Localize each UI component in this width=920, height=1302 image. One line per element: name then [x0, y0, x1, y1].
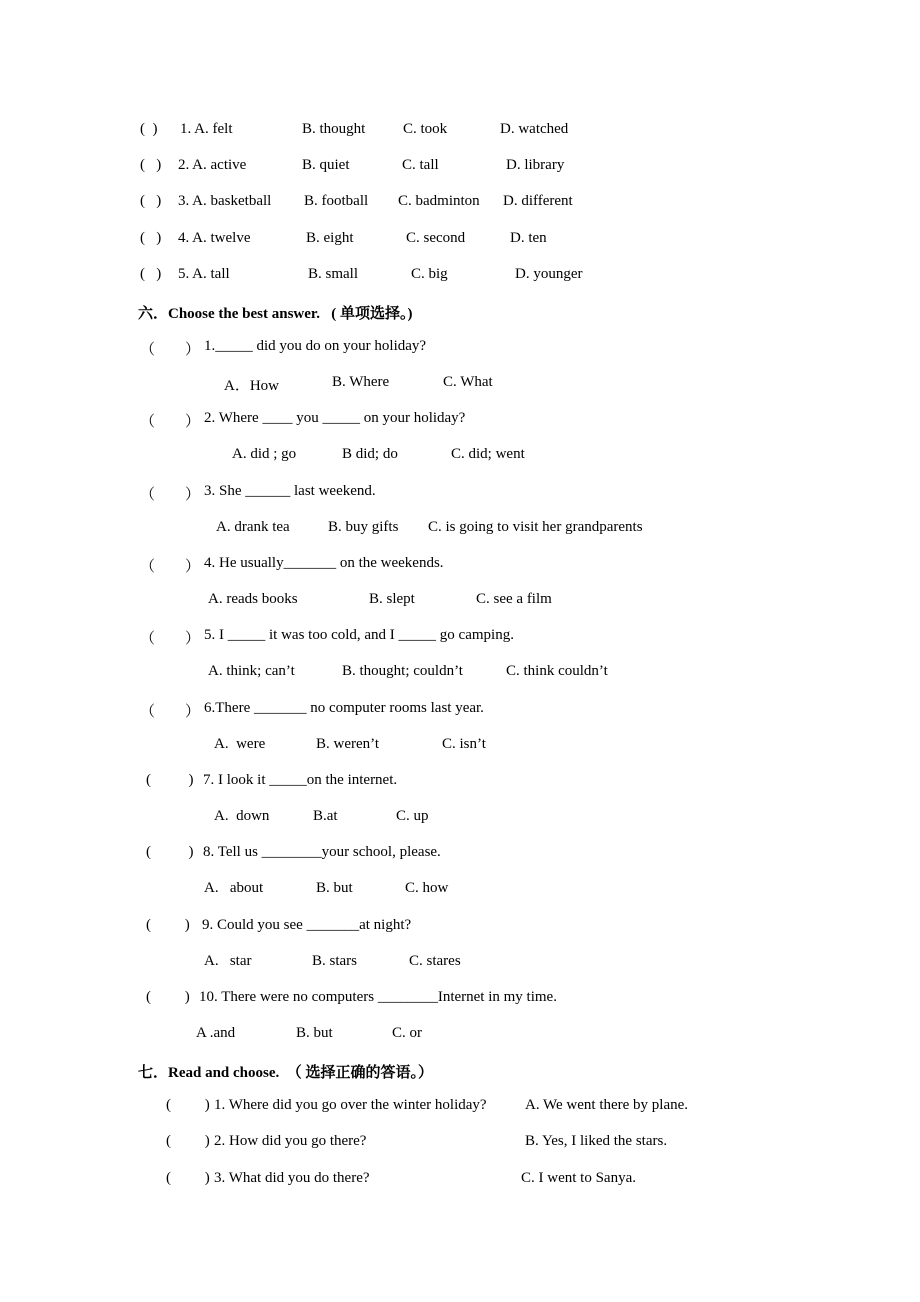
option-a: 1. A. felt — [180, 121, 233, 137]
option-a: A. think; can’t — [208, 663, 295, 679]
answer-blank[interactable]: ( ) — [166, 1133, 210, 1149]
option-d: D. different — [503, 193, 573, 209]
option-b: B. Where — [332, 374, 390, 390]
option-c: C. is going to visit her grandparents — [428, 519, 643, 535]
option-c: C. did; went — [451, 446, 525, 462]
option-b: B. eight — [306, 230, 354, 246]
answer-blank[interactable]: ( ) — [146, 989, 190, 1005]
question-text: 6.There _______ no computer rooms last year. — [204, 700, 484, 716]
option-b: B. small — [308, 266, 359, 282]
question-text: 2. How did you go there? — [214, 1133, 367, 1149]
option-a: 3. A. basketball — [178, 193, 272, 209]
option-b: B.at — [313, 808, 338, 824]
option-a: A. star — [204, 953, 252, 969]
option-b: B. but — [296, 1025, 333, 1041]
answer-blank[interactable]: ( ) — [166, 1097, 210, 1113]
question-text: 9. Could you see _______at night? — [202, 917, 412, 933]
answer-blank[interactable]: ( ) — [166, 1170, 210, 1186]
answer-blank[interactable]: ( ) — [140, 266, 162, 282]
option-b: B. thought — [302, 121, 366, 137]
option-c: C. badminton — [398, 193, 480, 209]
option-a: A．How — [224, 378, 279, 394]
answer-blank[interactable]: ( ) — [146, 772, 194, 788]
option-a: A .and — [196, 1025, 236, 1041]
question-text: 1._____ did you do on your holiday? — [204, 338, 427, 354]
option-b: B. buy gifts — [328, 519, 399, 535]
question-text: 3. She ______ last weekend. — [204, 483, 376, 499]
answer-blank[interactable]: ( ) — [140, 193, 162, 209]
answer-blank[interactable]: ( ) — [146, 917, 190, 933]
question-text: 4. He usually_______ on the weekends. — [204, 555, 444, 571]
option-a: 2. A. active — [178, 157, 247, 173]
question-text: 7. I look it _____on the internet. — [203, 772, 398, 788]
option-a: 4. A. twelve — [178, 230, 251, 246]
option-c: C. or — [392, 1025, 422, 1041]
option-c: C. stares — [409, 953, 461, 969]
option-d: D. younger — [515, 266, 583, 282]
answer-blank[interactable]: （ ） — [140, 559, 201, 575]
answer-option: C. I went to Sanya. — [521, 1170, 636, 1186]
option-c: C. tall — [402, 157, 439, 173]
question-text: 8. Tell us ________your school, please. — [203, 844, 441, 860]
question-text: 1. Where did you go over the winter holiday? — [214, 1097, 487, 1113]
option-c: C. think couldn’t — [506, 663, 608, 679]
answer-blank[interactable]: ( ) — [146, 844, 194, 860]
section-heading-6: 六．Choose the best answer. ( 单项选择。) — [138, 306, 413, 322]
question-text: 2. Where ____ you _____ on your holiday? — [204, 410, 466, 426]
answer-blank[interactable]: （ ） — [140, 487, 201, 503]
option-b: B did; do — [342, 446, 398, 462]
option-b: B. quiet — [302, 157, 350, 173]
option-a: 5. A. tall — [178, 266, 230, 282]
option-c: C. how — [405, 880, 449, 896]
option-b: B. thought; couldn’t — [342, 663, 463, 679]
option-c: C. see a film — [476, 591, 552, 607]
option-c: C. up — [396, 808, 429, 824]
option-c: C. second — [406, 230, 466, 246]
option-b: B. but — [316, 880, 353, 896]
option-c: C. big — [411, 266, 448, 282]
answer-option: B. Yes, I liked the stars. — [525, 1133, 668, 1149]
question-text: 5. I _____ it was too cold, and I _____ go camping. — [204, 627, 514, 643]
answer-blank[interactable]: ( ) — [140, 121, 158, 137]
question-text: 3. What did you do there? — [214, 1170, 370, 1186]
answer-blank[interactable]: （ ） — [140, 704, 201, 720]
option-d: D. watched — [500, 121, 569, 137]
answer-blank[interactable]: （ ） — [140, 414, 201, 430]
answer-blank[interactable]: ( ) — [140, 157, 162, 173]
section-heading-7: 七．Read and choose. （ 选择正确的答语。） — [138, 1065, 434, 1081]
answer-blank[interactable]: （ ） — [140, 631, 201, 647]
option-a: A. drank tea — [216, 519, 290, 535]
option-b: B. slept — [369, 591, 415, 607]
option-c: C. What — [443, 374, 493, 390]
option-a: A. about — [204, 880, 264, 896]
option-a: A. did ; go — [232, 446, 297, 462]
option-a: A. were — [214, 736, 266, 752]
option-d: D. library — [506, 157, 565, 173]
option-c: C. isn’t — [442, 736, 486, 752]
option-d: D. ten — [510, 230, 547, 246]
answer-option: A. We went there by plane. — [525, 1097, 689, 1113]
option-c: C. took — [403, 121, 448, 137]
answer-blank[interactable]: （ ） — [140, 342, 201, 358]
option-a: A. reads books — [208, 591, 298, 607]
option-b: B. stars — [312, 953, 357, 969]
option-b: B. weren’t — [316, 736, 380, 752]
option-a: A. down — [214, 808, 270, 824]
question-text: 10. There were no computers ________Internet in my time. — [199, 989, 557, 1005]
option-b: B. football — [304, 193, 369, 209]
answer-blank[interactable]: ( ) — [140, 230, 162, 246]
